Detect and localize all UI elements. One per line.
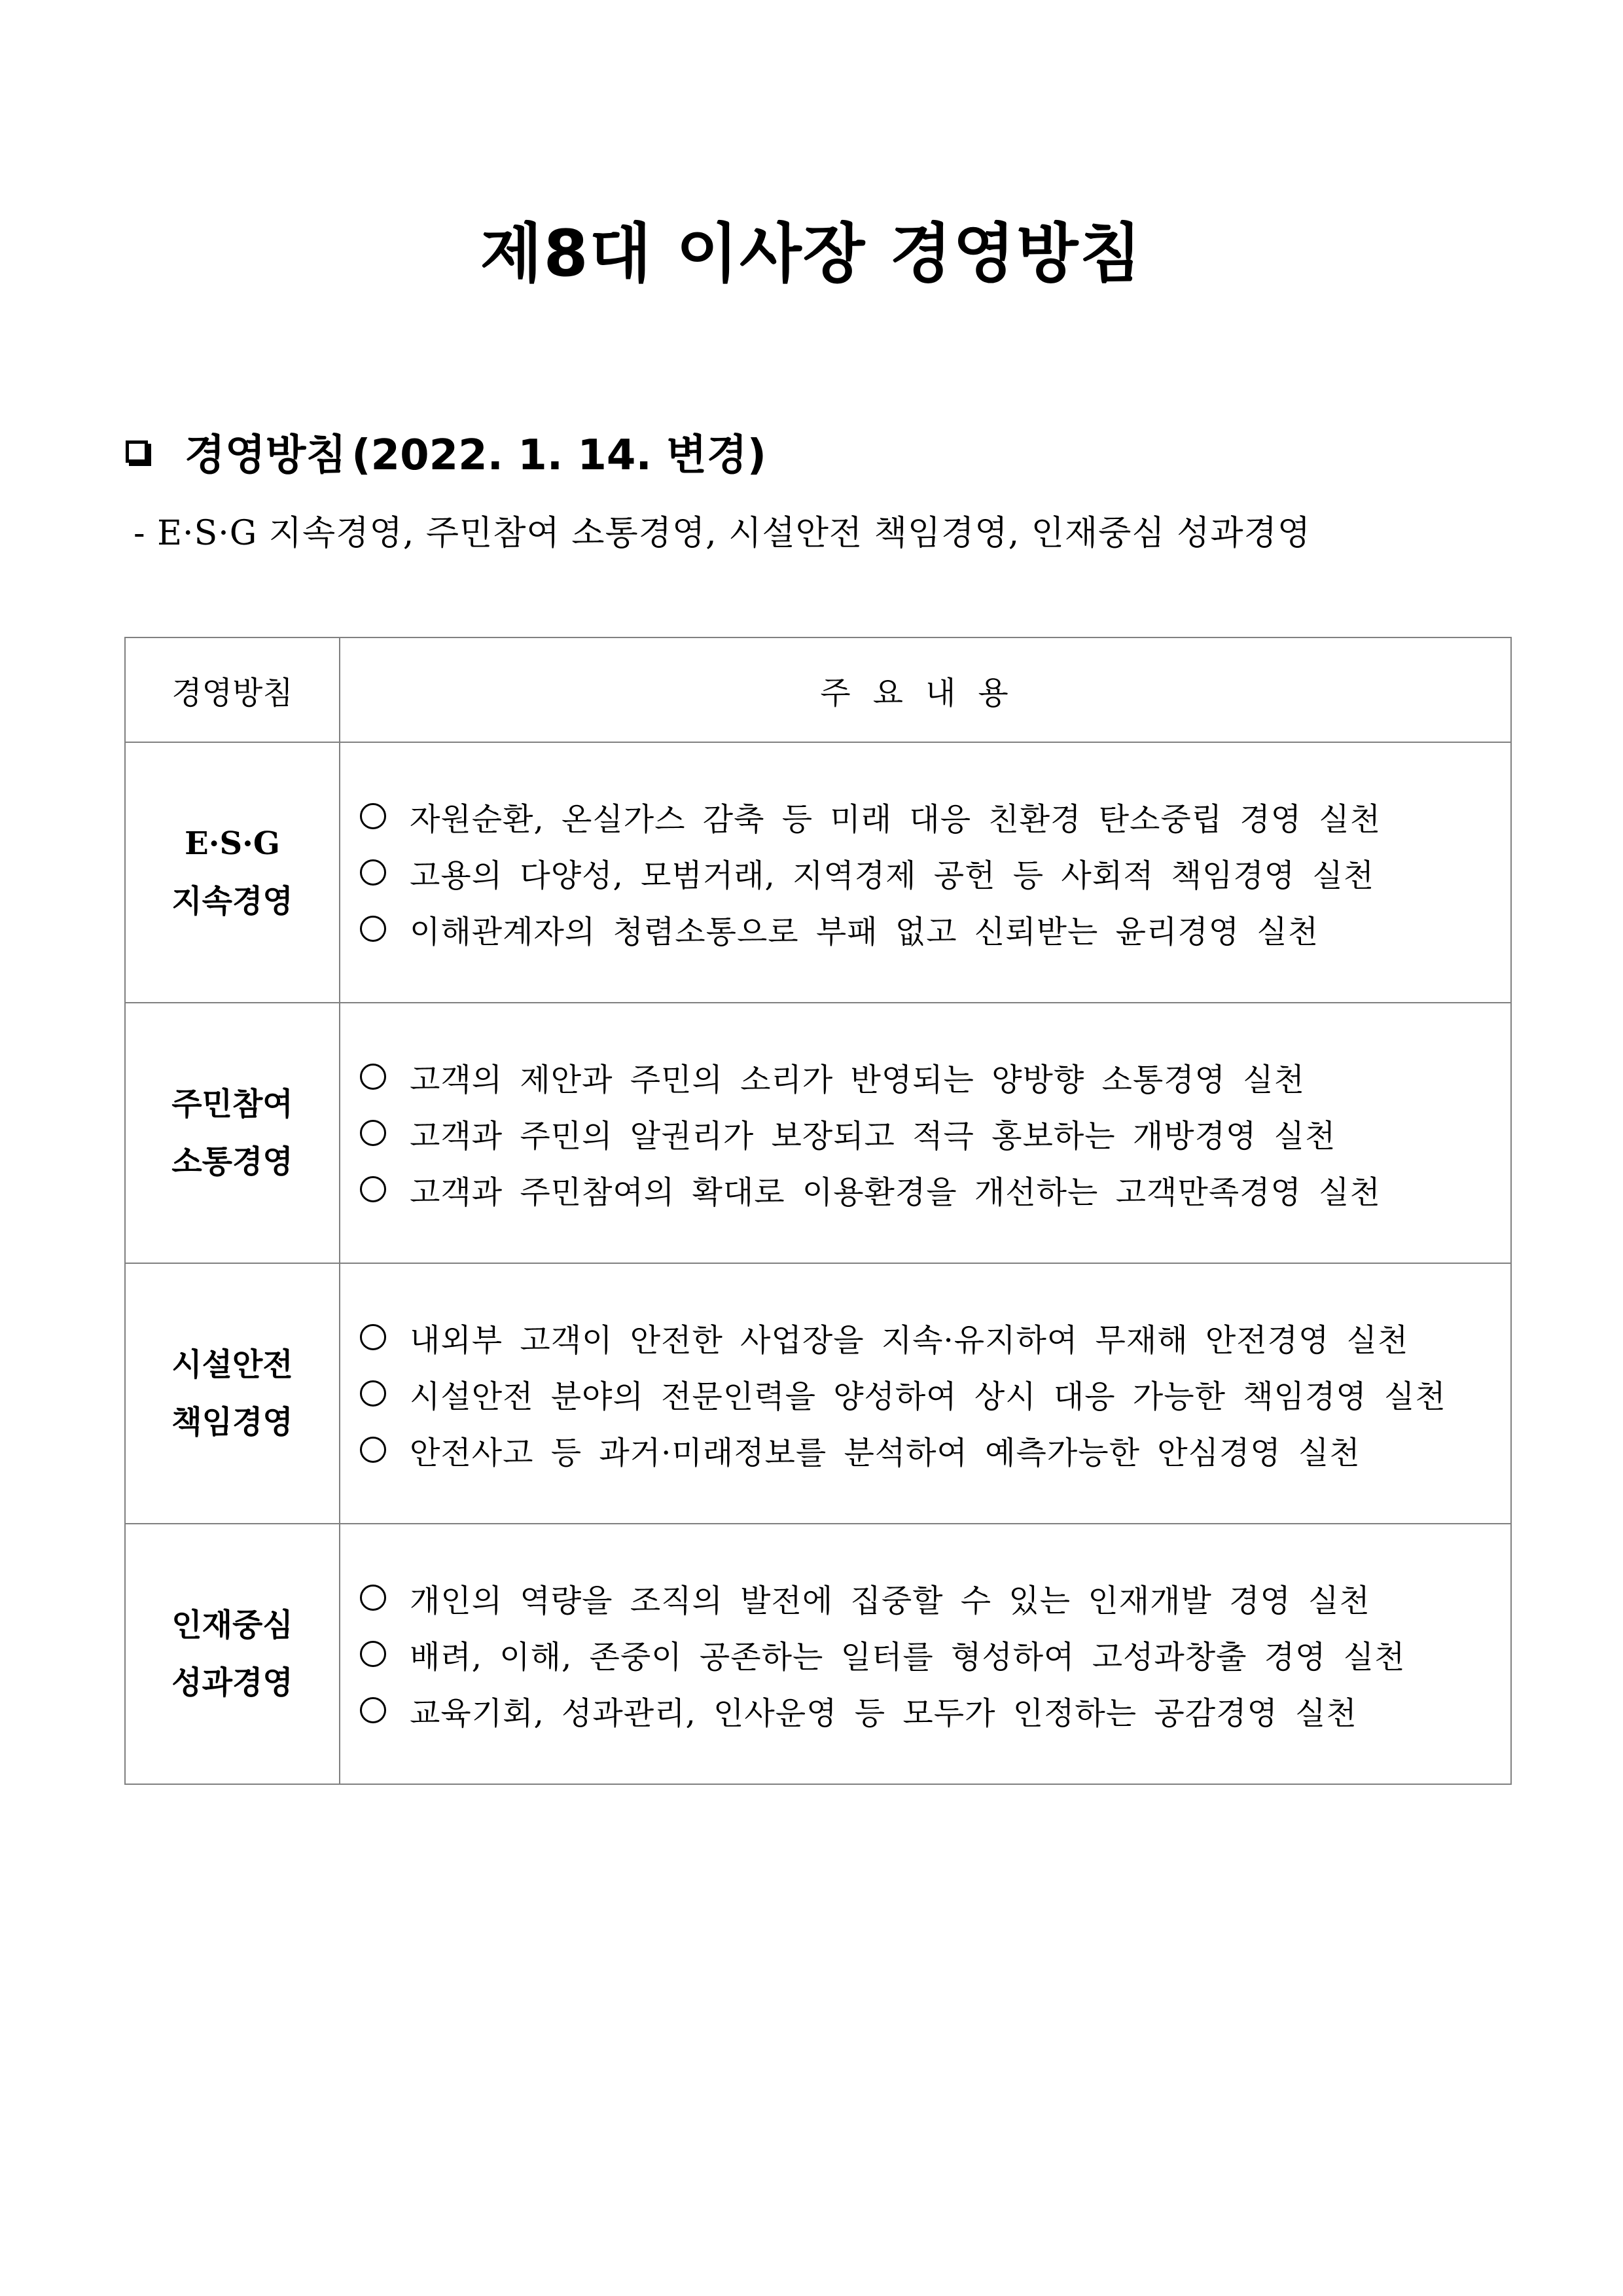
section-heading — [123, 419, 766, 484]
header-content: 주요내용 — [340, 637, 1511, 742]
policy-content-cell — [340, 742, 1511, 1003]
table-row — [125, 1003, 1511, 1263]
policy-name-line2: 책임경영 — [171, 1404, 293, 1441]
circle-bullet-icon — [360, 1120, 386, 1146]
circle-bullet-icon — [360, 1380, 386, 1407]
policy-name-cell — [125, 1263, 340, 1524]
table-row — [125, 1524, 1511, 1784]
policy-item-list — [340, 788, 1510, 957]
policy-item-list — [340, 1570, 1510, 1738]
policy-item: 고객과 주민참여의 확대로 이용환경을 개선하는 고객만족경영 실천 — [360, 1161, 1510, 1217]
policy-summary: - E·S·G 지속경영, 주민참여 소통경영, 시설안전 책임경영, 인재중심 성과경영 — [134, 514, 1311, 553]
circle-bullet-icon — [360, 1437, 386, 1463]
section-heading-label: 경영방침 — [185, 431, 347, 480]
policy-name-line1: 인재중심 — [171, 1607, 293, 1643]
policy-item: 배려, 이해, 존중이 공존하는 일터를 형성하여 고성과창출 경영 실천 — [360, 1626, 1510, 1682]
policy-item-list — [340, 1309, 1510, 1478]
policy-name-cell — [125, 1524, 340, 1784]
policy-name-line2: 소통경영 — [171, 1143, 293, 1180]
policy-item: 개인의 역량을 조직의 발전에 집중할 수 있는 인재개발 경영 실천 — [360, 1570, 1510, 1626]
circle-bullet-icon — [360, 1064, 386, 1090]
policy-item: 안전사고 등 과거·미래정보를 분석하여 예측가능한 안심경영 실천 — [360, 1422, 1510, 1478]
circle-bullet-icon — [360, 1176, 386, 1202]
policy-item: 이해관계자의 청렴소통으로 부패 없고 신뢰받는 윤리경영 실천 — [360, 901, 1510, 957]
policy-item: 고객의 제안과 주민의 소리가 반영되는 양방향 소통경영 실천 — [360, 1049, 1510, 1105]
circle-bullet-icon — [360, 1641, 386, 1667]
policy-item: 고객과 주민의 알권리가 보장되고 적극 홍보하는 개방경영 실천 — [360, 1105, 1510, 1161]
policy-name-line1: E·S·G — [185, 825, 280, 862]
policy-table — [124, 637, 1512, 1785]
circle-bullet-icon — [360, 1324, 386, 1350]
circle-bullet-icon — [360, 859, 386, 886]
circle-bullet-icon — [360, 916, 386, 942]
policy-content-cell — [340, 1263, 1511, 1524]
checkbox-bullet-icon — [126, 440, 148, 463]
page-title: 제8대 이사장 경영방침 — [480, 217, 1143, 291]
policy-name-cell — [125, 742, 340, 1003]
circle-bullet-icon — [360, 1585, 386, 1611]
policy-content-cell — [340, 1524, 1511, 1784]
section-heading-date: (2022. 1. 14. 변경) — [351, 431, 766, 480]
policy-item: 교육기회, 성과관리, 인사운영 등 모두가 인정하는 공감경영 실천 — [360, 1682, 1510, 1738]
policy-item: 내외부 고객이 안전한 사업장을 지속·유지하여 무재해 안전경영 실천 — [360, 1309, 1510, 1365]
policy-name-line1: 주민참여 — [171, 1086, 293, 1122]
policy-name-line1: 시설안전 — [171, 1346, 293, 1383]
policy-name-line2: 성과경영 — [171, 1664, 293, 1701]
policy-item: 자원순환, 온실가스 감축 등 미래 대응 친환경 탄소중립 경영 실천 — [360, 788, 1510, 844]
table-row — [125, 742, 1511, 1003]
table-row — [125, 1263, 1511, 1524]
policy-item: 고용의 다양성, 모범거래, 지역경제 공헌 등 사회적 책임경영 실천 — [360, 844, 1510, 901]
circle-bullet-icon — [360, 803, 386, 829]
policy-item: 시설안전 분야의 전문인력을 양성하여 상시 대응 가능한 책임경영 실천 — [360, 1365, 1510, 1422]
table-header-row — [125, 637, 1511, 742]
policy-name-cell — [125, 1003, 340, 1263]
policy-name-line2: 지속경영 — [171, 883, 293, 920]
header-policy: 경영방침 — [125, 637, 340, 742]
policy-content-cell — [340, 1003, 1511, 1263]
policy-item-list — [340, 1049, 1510, 1217]
circle-bullet-icon — [360, 1697, 386, 1723]
